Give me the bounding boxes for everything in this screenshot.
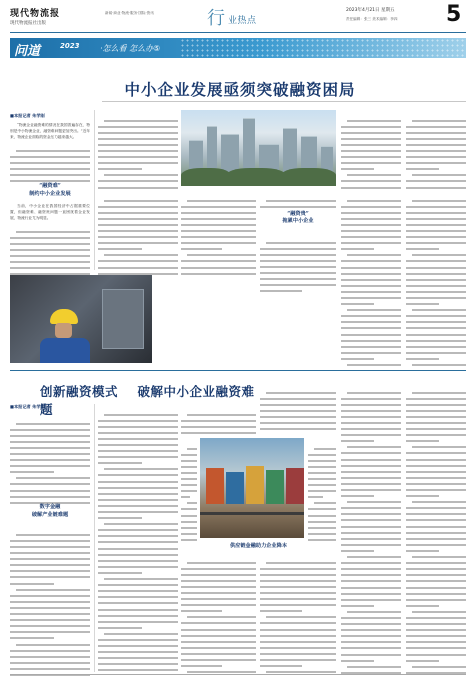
paper-name: 现代物流报 [10, 9, 61, 19]
text-line [98, 233, 178, 239]
text-line [260, 202, 336, 208]
text-line [341, 147, 401, 153]
article1-column-6b [406, 190, 466, 361]
text-line [406, 559, 466, 565]
text-line [406, 281, 466, 287]
header-info: 新闻·商业·物流·服务·国际·资讯 [105, 11, 154, 15]
article1-paragraph: “物流企业融资难的情况在我国普遍存在，特别是中小物流企业，融资难问题更加突出。”近年来，物流企业面临的资金压力越来越大。 [10, 123, 90, 140]
text-line [98, 220, 178, 226]
article1-column-4-top [260, 190, 336, 208]
text-line [260, 643, 336, 649]
text-line [181, 220, 256, 226]
text-line [181, 595, 256, 601]
text-line [341, 565, 401, 571]
article2-headline-line1: 创新融资模式 [40, 384, 119, 399]
text-line [10, 530, 90, 536]
article1-column-4 [260, 232, 336, 287]
text-line [10, 246, 90, 252]
text-line [10, 555, 90, 561]
text-line [181, 263, 256, 269]
text-line [181, 475, 197, 481]
text-line [181, 481, 197, 487]
text-line [308, 481, 336, 487]
text-line [341, 412, 401, 418]
text-line [260, 262, 336, 268]
text-line [10, 664, 90, 670]
text-line [98, 434, 178, 440]
text-line [341, 140, 401, 146]
text-line [98, 153, 178, 159]
text-line [98, 227, 178, 233]
text-line [260, 412, 336, 418]
text-line [406, 492, 466, 498]
text-line [181, 233, 256, 239]
text-line [341, 559, 401, 565]
text-line [341, 626, 401, 632]
text-line [341, 607, 401, 613]
text-line [341, 553, 401, 559]
banner-year: 2023 [60, 42, 80, 50]
text-line [341, 177, 401, 183]
text-line [406, 498, 466, 504]
text-line [10, 165, 90, 171]
text-line [308, 468, 336, 474]
text-line [260, 425, 336, 431]
text-line [406, 480, 466, 486]
text-line [341, 288, 401, 294]
article1-headline: 中小企业发展亟须突破融资困局 [124, 80, 356, 99]
article2-column-4 [260, 552, 336, 668]
text-line [98, 495, 178, 501]
text-line [406, 553, 466, 559]
text-line [98, 629, 178, 635]
text-line [98, 642, 178, 648]
text-line [260, 650, 336, 656]
text-line [341, 355, 401, 361]
text-line [98, 514, 178, 520]
text-line [181, 468, 197, 474]
section-name: 业热点 [228, 16, 257, 26]
text-line [406, 147, 466, 153]
text-line [406, 620, 466, 626]
text-line [341, 620, 401, 626]
text-line [10, 622, 90, 628]
article1-paragraph: 当前，中小企业在我国经济中占据重要位置，但融资难、融资贵问题一直困扰着企业发展，物流行业尤为明显。 [10, 203, 90, 221]
article1-column-3 [181, 190, 256, 269]
text-line [181, 227, 256, 233]
text-line [406, 220, 466, 226]
text-line [406, 355, 466, 361]
text-line [98, 447, 178, 453]
issue-date: 2023年4月21日 星期五 [346, 8, 395, 13]
text-line [406, 626, 466, 632]
text-line [10, 549, 90, 555]
text-line [308, 529, 336, 535]
article1-byline: ■本报记者 朱学刚 [10, 113, 45, 118]
text-line [98, 441, 178, 447]
text-line [406, 140, 466, 146]
text-line [406, 662, 466, 668]
banner-subtitle: ·怎么看 怎么办⑤ [100, 44, 161, 53]
text-line [341, 233, 401, 239]
article2-column-6 [406, 382, 466, 668]
article1-column-5 [341, 110, 401, 183]
text-line [341, 498, 401, 504]
text-line [10, 537, 90, 543]
text-line [10, 152, 90, 158]
text-line [406, 547, 466, 553]
factory-worker-photo [10, 275, 152, 363]
text-line [406, 565, 466, 571]
text-line [181, 428, 256, 434]
text-line [98, 502, 178, 508]
text-line [181, 589, 256, 595]
article1-column-2 [98, 110, 178, 183]
column-banner [10, 38, 466, 58]
text-line [341, 425, 401, 431]
article2-byline: ■本报记者 朱学刚 [10, 404, 45, 409]
text-line [341, 473, 401, 479]
text-line [341, 662, 401, 668]
text-line [10, 443, 90, 449]
text-line [10, 171, 90, 177]
text-lines [10, 140, 90, 177]
text-line [260, 662, 336, 668]
article2-column-5 [341, 382, 401, 668]
text-line [10, 252, 90, 258]
article2-column-4-top [260, 382, 336, 434]
city-skyline-photo [181, 110, 336, 186]
text-line [98, 636, 178, 642]
text-line [10, 264, 90, 270]
text-line [406, 306, 466, 312]
headline-rule [102, 101, 466, 102]
section-rule [10, 370, 466, 371]
article2-column-4-side [308, 438, 336, 536]
banner-title: 问道 [14, 44, 41, 59]
text-line [341, 480, 401, 486]
text-line [406, 153, 466, 159]
text-line [341, 153, 401, 159]
text-line [406, 177, 466, 183]
article1-column-5b [341, 190, 401, 361]
text-line [406, 425, 466, 431]
text-line [98, 177, 178, 183]
text-line [98, 569, 178, 575]
article2-column-2 [98, 404, 178, 666]
article2-subhead-b: 供应链金融助力企业降本 [229, 543, 288, 549]
editor-info: 责任编辑：张三 美术编辑：李四 [346, 17, 398, 21]
article1-column-6 [406, 110, 466, 183]
text-line [341, 547, 401, 553]
text-line [10, 456, 90, 462]
text-line [406, 227, 466, 233]
text-line [260, 595, 336, 601]
article2-column-3-side [181, 438, 197, 536]
container-train-photo [200, 438, 304, 538]
text-line [98, 648, 178, 654]
text-line [260, 269, 336, 275]
text-line [341, 227, 401, 233]
article2-column-1 [10, 404, 90, 671]
text-line [406, 614, 466, 620]
article1-subhead-a: “融资难” 制约中小企业发展 [29, 182, 71, 197]
text-line [10, 616, 90, 622]
text-line [10, 258, 90, 264]
text-line [98, 140, 178, 146]
article1-subhead-b: “融资贵” 拖累中小企业 [282, 211, 314, 224]
text-line [341, 220, 401, 226]
text-line [341, 614, 401, 620]
text-line [181, 662, 256, 668]
text-line [341, 419, 401, 425]
text-line [341, 492, 401, 498]
text-line [98, 581, 178, 587]
column-rule [94, 404, 95, 672]
text-line [10, 239, 90, 245]
text-line [10, 610, 90, 616]
paper-subtitle: 现代物流报社出版 [10, 21, 46, 26]
text-line [341, 281, 401, 287]
page-number: 5 [446, 2, 462, 27]
text-line [260, 582, 336, 588]
text-line [341, 300, 401, 306]
text-line [308, 475, 336, 481]
text-line [181, 643, 256, 649]
text-line [98, 520, 178, 526]
text-line [406, 473, 466, 479]
text-line [98, 660, 178, 666]
text-line [98, 147, 178, 153]
text-line [181, 650, 256, 656]
text-line [406, 233, 466, 239]
article2-headline-line2: 破解中小企业融资难题 [40, 384, 255, 417]
text-line [260, 275, 336, 281]
text-line [10, 492, 90, 498]
footer-rule [10, 674, 466, 675]
text-line [260, 589, 336, 595]
text-line [10, 450, 90, 456]
masthead [0, 0, 476, 34]
text-line [10, 159, 90, 165]
section-mark: 行 [207, 8, 225, 29]
text-line [10, 604, 90, 610]
text-line [181, 582, 256, 588]
text-line [406, 300, 466, 306]
text-line [406, 288, 466, 294]
text-line [10, 597, 90, 603]
text-line [341, 306, 401, 312]
text-line [260, 419, 336, 425]
text-line [98, 587, 178, 593]
text-line [98, 263, 178, 269]
masthead-rule [10, 32, 466, 33]
text-line [98, 575, 178, 581]
article2-subhead-a: 数字金融 破解产业链难题 [31, 504, 69, 519]
column-rule [94, 110, 95, 270]
text-line [181, 529, 197, 535]
text-line [10, 543, 90, 549]
text-line [406, 412, 466, 418]
article1-column-2b [98, 190, 178, 269]
article2-column-3 [181, 552, 256, 668]
text-line [406, 419, 466, 425]
banner-dot-pattern [180, 38, 470, 58]
text-line [406, 607, 466, 613]
article2-column-3-top [181, 404, 256, 434]
